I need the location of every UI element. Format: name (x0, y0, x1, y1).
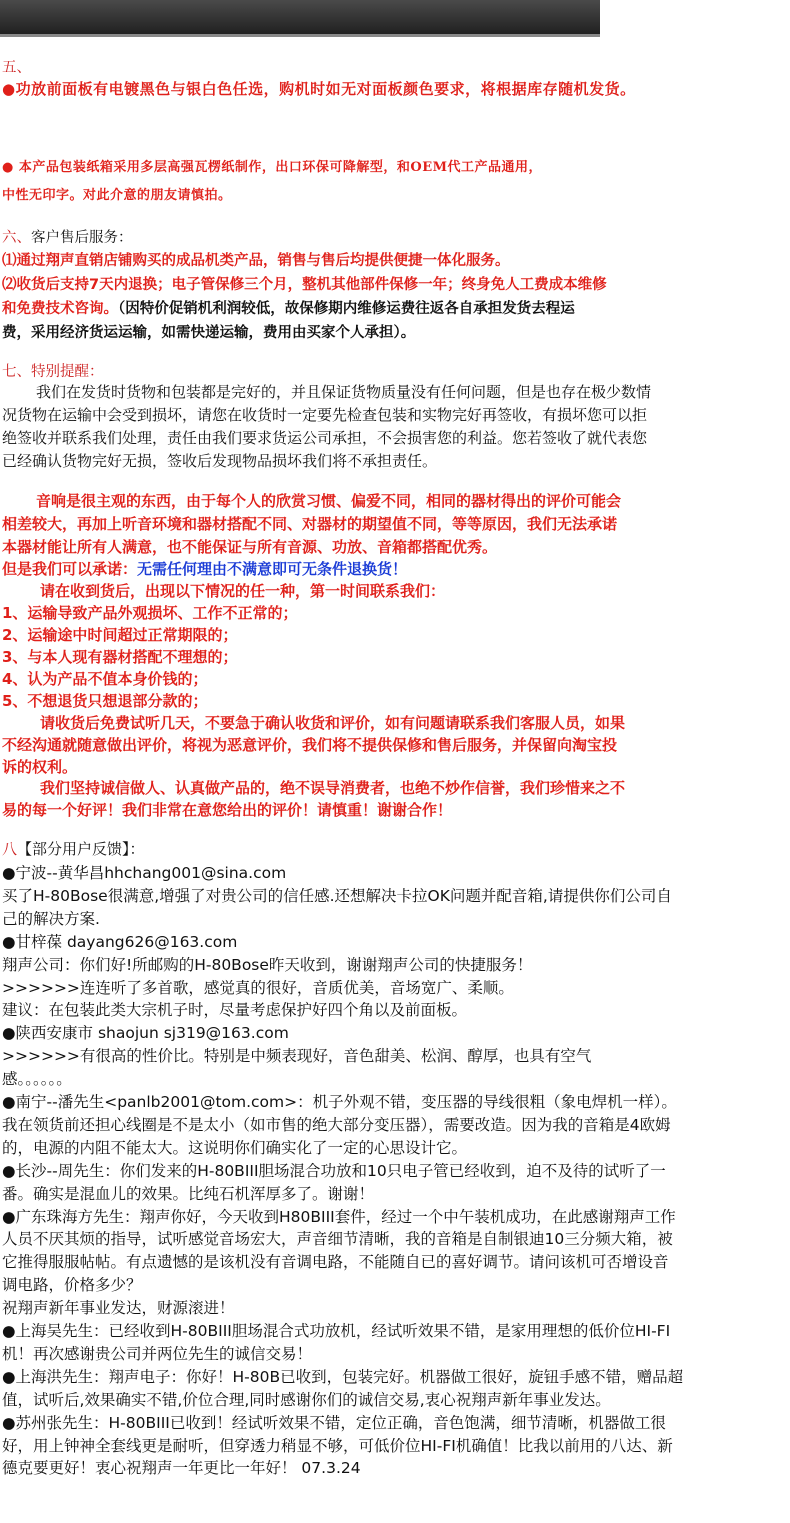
feedback-line: ●陕西安康市 shaojun sj319@163.com (2, 1024, 289, 1043)
feedback-line: ●广东珠海方先生：翔声你好，今天收到H80BIII套件，经过一个中午装机成功，在此感谢翔声工作 (2, 1207, 676, 1226)
section7-heading: 七、特别提醒： (2, 364, 104, 380)
contact-intro: 请在收到货后，出现以下情况的任一种，第一时间联系我们： (40, 582, 446, 600)
section5-heading: 五、 (2, 60, 31, 76)
feedback-line: 翔声公司：你们好!所邮购的H-80Bose昨天收到，谢谢翔声公司的快捷服务！ (2, 955, 533, 974)
section8-heading (2, 838, 145, 859)
feedback-line: 的，电源的内阻不能太大。这说明你们确实化了一定的心思设计它。 (2, 1138, 468, 1157)
feedback-line: ●上海吴先生：已经收到H-80BIII胆场混合式功放机，经试听效果不错，是家用理想的低价位HI-FI (2, 1322, 671, 1340)
feedback-line: ●南宁--潘先生<panlb2001@tom.com>：机子外观不错，变压器的导线很粗（象电焊机一样）。 (2, 1093, 677, 1111)
shipping-para-line: 绝签收并联系我们处理，责任由我们要求货运公司承担，不会损害您的利益。您若签收了就代表您 (2, 429, 648, 447)
promise-prefix: 但是我们可以承诺： (2, 560, 138, 578)
feedback-line: 值，试听后,效果确实不错,价位合理,同时感谢你们的诚信交易,衷心祝翔声新年事业发达。 (2, 1390, 611, 1409)
feedback-line: 调电路，价格多少？ (2, 1276, 142, 1295)
product-photo-strip (0, 0, 600, 36)
subjective-para-line: 音响是很主观的东西，由于每个人的欣赏习惯、偏爱不同，相同的器材得出的评价可能会 (36, 492, 622, 510)
feedback-line: 我在领货前还担心线圈是不是太小（如市售的绝大部分变压器），需要改造。因为我的音箱是4欧姆 (2, 1115, 671, 1134)
feedback-line: 建议：在包装此类大宗机子时，尽量考虑保护好四个角以及前面板。 (2, 1001, 468, 1020)
condition-item: 3、与本人现有器材搭配不理想的； (2, 648, 238, 666)
shipping-para-line: 我们在发货时货物和包装都是完好的，并且保证货物质量没有任何问题，但是也存在极少数情 (36, 383, 652, 401)
after-sales-item2-line2 (2, 297, 575, 318)
feedback-line: 买了H-80Bose很满意,增强了对贵公司的信任感.还想解决卡拉OK问题并配音箱,请提供你们公司自 (2, 886, 672, 905)
closing-para-line: 易的每一个好评！我们非常在意您给出的评价！请慎重！谢谢合作！ (2, 801, 453, 819)
feedback-line: 感。。。。。。 (2, 1070, 72, 1089)
trial-para-line: 不经沟通就随意做出评价，将视为恶意评价，我们将不提供保修和售后服务，并保留向淘宝投 (2, 736, 618, 754)
section6-heading (2, 226, 133, 247)
feedback-line: 它推得服服帖帖。有点遗憾的是该机没有音调电路，不能随自已的喜好调节。请问该机可否增设音 (2, 1253, 669, 1272)
shipping-para-line: 已经确认货物完好无损，签收后发现物品损坏我们将不承担责任。 (2, 452, 438, 470)
feedback-line: ●宁波--黄华昌hhchang001@sina.com (2, 864, 287, 882)
feedback-line: 好，用上钟神全套线更是耐听，但穿透力稍显不够，可低价位HI-FI机确值！比我以前用的八达、新 (2, 1436, 673, 1455)
section8-title: 【部分用户反馈】： (17, 840, 145, 858)
trial-para-line: 诉的权利。 (2, 758, 78, 776)
promise-line (2, 558, 407, 579)
after-sales-item2-line1: ⑵收货后支持7天内退换；电子管保修三个月，整机其他部件保修一年；终身免人工费成本维修 (2, 277, 607, 293)
feedback-line: 人员不厌其烦的指导，试听感觉音场宏大，声音细节清晰，我的音箱是自制银迪10三分频大箱，被 (2, 1230, 673, 1249)
after-sales-item1: ⑴通过翔声直销店铺购买的成品机类产品，销售与售后均提供便捷一体化服务。 (2, 253, 510, 269)
condition-item: 1、运输导致产品外观损坏、工作不正常的； (2, 604, 298, 622)
package-notice-line1: ● 本产品包装纸箱采用多层高强瓦楞纸制作，出口环保可降解型，和OEM代工产品通用， (2, 160, 542, 175)
condition-item: 2、运输途中时间超过正常期限的； (2, 626, 238, 644)
product-photo-edge (0, 34, 600, 37)
after-sales-item2-line3: 费，采用经济货运运输，如需快递运输，费用由买家个人承担）。 (2, 325, 416, 341)
section8-number: 八 (2, 840, 18, 858)
subjective-para-line: 本器材能让所有人满意，也不能保证与所有音源、功放、音箱都搭配优秀。 (2, 538, 498, 556)
condition-item: 4、认为产品不值本身价钱的； (2, 670, 208, 688)
feedback-line: 番。确实是混血儿的效果。比纯石机浑厚多了。谢谢！ (2, 1184, 375, 1203)
closing-para-line: 我们坚持诚信做人、认真做产品的，绝不误导消费者，也绝不炒作信誉，我们珍惜来之不 (40, 779, 626, 797)
after-sales-free-consult: 和免费技术咨询。 (2, 301, 118, 317)
panel-color-notice: ●功放前面板有电镀黑色与银白色任选，购机时如无对面板颜色要求，将根据库存随机发货。 (2, 80, 636, 98)
promise-guarantee: 无需任何理由不满意即可无条件退换货！ (137, 560, 408, 578)
subjective-para-line: 相差较大，再加上听音环境和器材搭配不同、对器材的期望值不同，等等原因，我们无法承诺 (2, 515, 618, 533)
feedback-line: ●甘梓葆 dayang626@163.com (2, 932, 238, 951)
feedback-line: ●上海洪先生：翔声电子：你好！H-80B已收到，包装完好。机器做工很好，旋钮手感不错，赠品超 (2, 1367, 684, 1386)
after-sales-shipping-note: （因特价促销机利润较低，故保修期内维修运费往返各自承担发货去程运 (118, 301, 575, 317)
feedback-line: 祝翔声新年事业发达，财源滚进！ (2, 1299, 235, 1318)
feedback-line: 己的解决方案. (2, 909, 100, 928)
trial-para-line: 请收货后免费试听几天，不要急于确认收货和评价，如有问题请联系我们客服人员，如果 (40, 714, 626, 732)
feedback-line: >>>>>>连连听了多首歌，感觉真的很好，音质优美，音场宽广、柔顺。 (2, 978, 514, 997)
feedback-line: 机！再次感谢贵公司并两位先生的诚信交易！ (2, 1344, 313, 1363)
feedback-line: 德克要更好！衷心祝翔声一年更比一年好！ 07.3.24 (2, 1459, 361, 1478)
shipping-para-line: 况货物在运输中会受到损坏，请您在收货时一定要先检查包装和实物完好再签收，有损坏您可以拒 (2, 406, 648, 424)
feedback-line: ●长沙--周先生：你们发来的H-80BIII胆场混合功放和10只电子管已经收到，迫不及待的试听了一 (2, 1161, 666, 1180)
condition-item: 5、不想退货只想退部分款的； (2, 692, 208, 710)
feedback-line: ●苏州张先生：H-80BIII已收到！经试听效果不错，定位正确，音色饱满，细节清晰，机器做工很 (2, 1413, 666, 1432)
feedback-line: >>>>>>有很高的性价比。特别是中频表现好，音色甜美、松润、醇厚，也具有空气 (2, 1047, 592, 1066)
section6-title: 客户售后服务： (31, 230, 133, 246)
package-notice-line2: 中性无印字。对此介意的朋友请慎拍。 (2, 188, 232, 203)
section6-number: 六、 (2, 230, 31, 246)
